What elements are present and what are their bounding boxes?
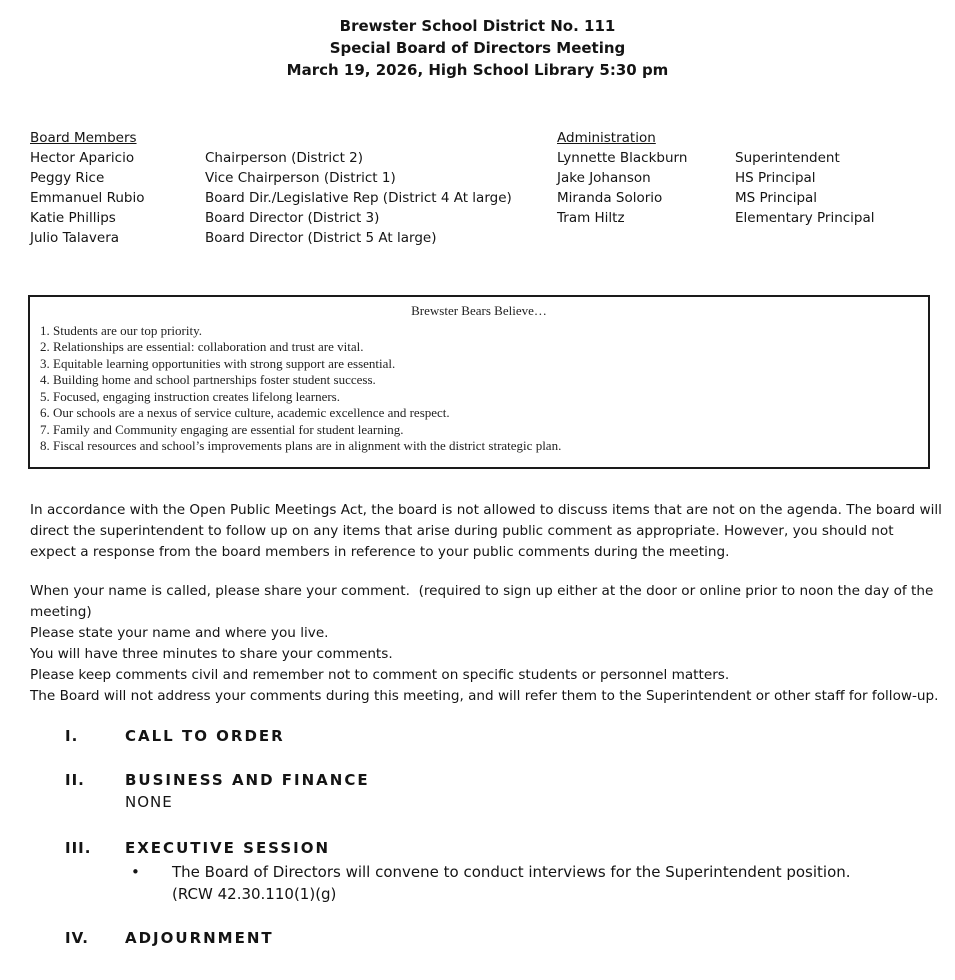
board-member-row	[30, 188, 557, 208]
board-member-row	[30, 148, 557, 168]
member-name: Emmanuel Rubio	[30, 190, 145, 206]
agenda-item-title: ADJOURNMENT	[125, 928, 274, 947]
belief-item: 1. Students are our top priority.	[40, 322, 202, 338]
agenda-numeral: III.	[65, 838, 92, 857]
agenda-item-note: NONE	[125, 792, 173, 811]
meeting-datetime-location: March 19, 2026, High School Library 5:30 pm	[286, 61, 669, 79]
administration-section	[557, 128, 935, 248]
admin-row	[557, 148, 935, 168]
member-role: Board Director (District 3)	[205, 210, 380, 226]
board-member-row	[30, 228, 557, 248]
administration-heading: Administration	[557, 130, 656, 146]
comment-instruction-line: Please state your name and where you live.	[30, 624, 329, 641]
document-header	[0, 0, 955, 81]
public-comment-instructions	[30, 581, 942, 707]
agenda-bullet-citation: (RCW 42.30.110(1)(g)	[172, 884, 337, 903]
agenda-numeral: II.	[65, 770, 85, 789]
belief-item: 3. Equitable learning opportunities with strong support are essential.	[40, 355, 396, 371]
comment-instruction-line: Please keep comments civil and remember not to comment on specific students or personnel matters.	[30, 666, 730, 683]
board-member-row	[30, 208, 557, 228]
opma-paragraph: In accordance with the Open Public Meetings Act, the board is not allowed to discuss items that are not on the agenda. The board will direct the superintendent to follow up on any items that arise during public comment as appropriate. However, you should not expect a response from the board members in reference to your public comments during the meeting.	[30, 501, 947, 560]
people-columns	[30, 128, 935, 248]
admin-role: Elementary Principal	[735, 210, 875, 226]
agenda-item-adjournment	[65, 927, 955, 949]
comment-instruction-line: You will have three minutes to share your comments.	[30, 645, 393, 662]
admin-name: Tram Hiltz	[557, 210, 625, 226]
member-name: Peggy Rice	[30, 170, 105, 186]
district-title: Brewster School District No. 111	[339, 17, 616, 35]
belief-item: 7. Family and Community engaging are essential for student learning.	[40, 421, 404, 437]
admin-role: MS Principal	[735, 190, 818, 206]
agenda-list	[65, 725, 955, 949]
member-role: Vice Chairperson (District 1)	[205, 170, 396, 186]
agenda-item-title: EXECUTIVE SESSION	[125, 838, 331, 857]
agenda-bullet-text: The Board of Directors will convene to conduct interviews for the Superintendent position.	[172, 862, 851, 881]
comment-instruction-line: When your name is called, please share your comment. (required to sign up either at the door or online prior to noon the day of the meeting)	[30, 582, 938, 620]
agenda-item-executive-session	[65, 837, 955, 905]
admin-role: HS Principal	[735, 170, 816, 186]
admin-row	[557, 208, 935, 228]
member-name: Hector Aparicio	[30, 150, 135, 166]
agenda-item-title: BUSINESS AND FINANCE	[125, 770, 370, 789]
agenda-numeral: I.	[65, 726, 79, 745]
agenda-numeral: IV.	[65, 928, 89, 947]
admin-name: Jake Johanson	[557, 170, 651, 186]
member-role: Board Director (District 5 At large)	[205, 230, 437, 246]
member-role: Chairperson (District 2)	[205, 150, 364, 166]
board-member-row	[30, 168, 557, 188]
belief-item: 8. Fiscal resources and school’s improvements plans are in alignment with the district strategic plan.	[40, 438, 562, 453]
board-members-section	[30, 128, 557, 248]
admin-row	[557, 168, 935, 188]
admin-name: Miranda Solorio	[557, 190, 663, 206]
belief-item: 2. Relationships are essential: collaboration and trust are vital.	[40, 339, 364, 354]
board-members-heading: Board Members	[30, 130, 137, 146]
belief-item: 5. Focused, engaging instruction creates lifelong learners.	[40, 388, 340, 404]
comment-instruction-line: The Board will not address your comments during this meeting, and will refer them to the Superintendent or other staff for follow-up.	[30, 687, 939, 704]
belief-item: 6. Our schools are a nexus of service culture, academic excellence and respect.	[40, 405, 450, 420]
belief-item: 4. Building home and school partnerships foster student success.	[40, 372, 376, 387]
agenda-bullet-row	[125, 861, 955, 883]
admin-row	[557, 188, 935, 208]
member-role: Board Dir./Legislative Rep (District 4 At large)	[205, 190, 512, 206]
agenda-item-call-to-order	[65, 725, 955, 747]
bullet-icon: •	[131, 862, 140, 881]
beliefs-title: Brewster Bears Believe…	[411, 303, 547, 318]
agenda-item-business-finance	[65, 769, 955, 813]
member-name: Katie Phillips	[30, 210, 116, 226]
beliefs-box	[28, 295, 930, 469]
meeting-title: Special Board of Directors Meeting	[329, 39, 626, 57]
member-name: Julio Talavera	[30, 230, 120, 246]
agenda-item-title: CALL TO ORDER	[125, 726, 285, 745]
admin-name: Lynnette Blackburn	[557, 150, 688, 166]
admin-role: Superintendent	[735, 150, 840, 166]
